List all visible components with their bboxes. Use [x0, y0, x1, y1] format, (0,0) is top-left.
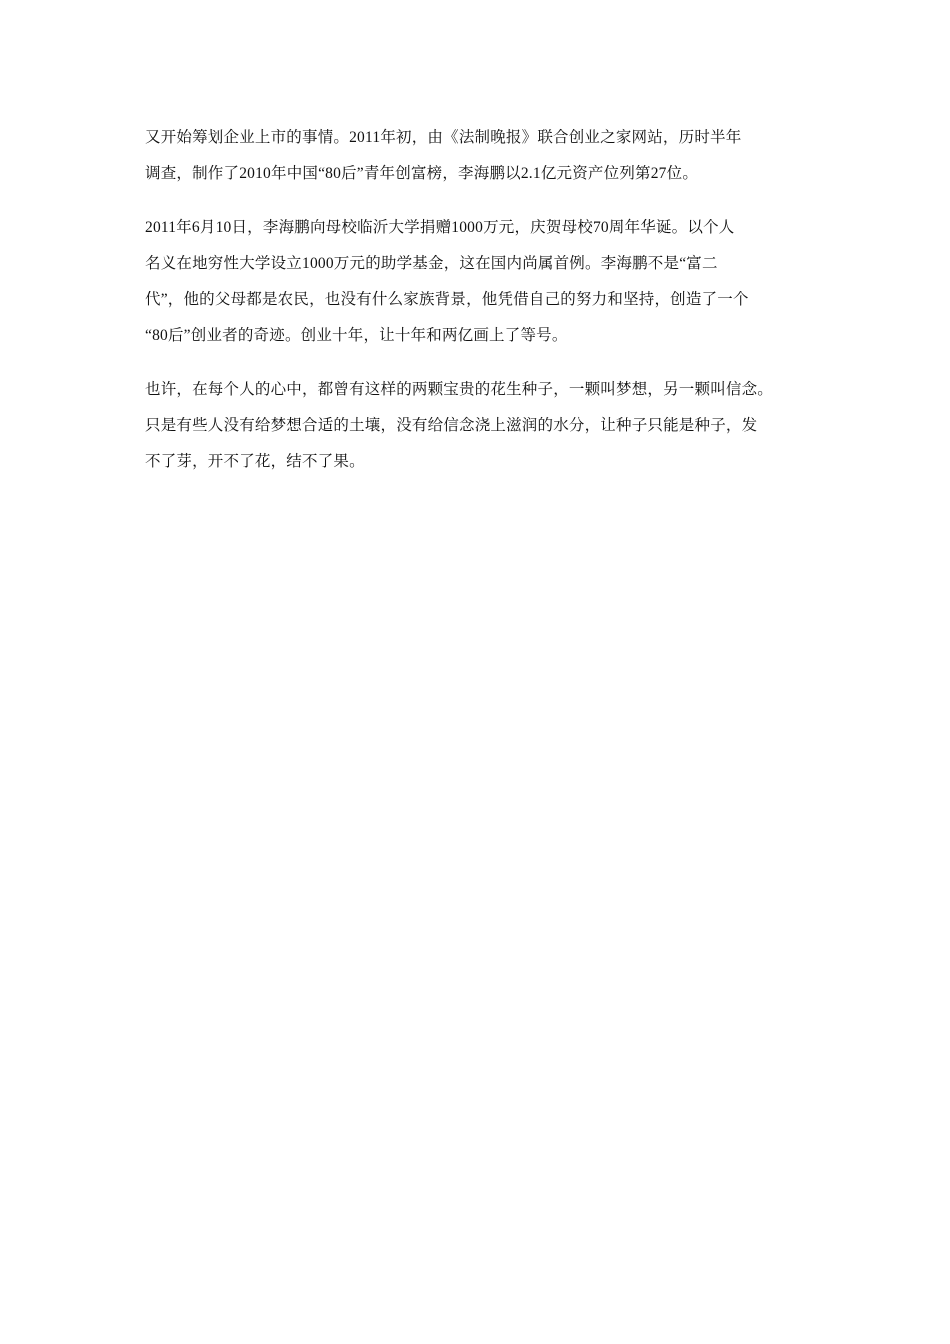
text-line: 调查，制作了2010年中国“80后”青年创富榜，李海鹏以2.1亿元资产位列第27位。	[145, 165, 699, 182]
text-line: 又开始筹划企业上市的事情。2011年初，由《法制晚报》联合创业之家网站，历时半年	[145, 129, 742, 146]
text-line: 只是有些人没有给梦想合适的土壤，没有给信念浇上滋润的水分，让种子只能是种子，发	[145, 417, 758, 434]
paragraph-1	[145, 120, 825, 192]
text-line: 名义在地穷性大学设立1000万元的助学基金，这在国内尚属首例。李海鹏不是“富二	[145, 255, 718, 272]
text-line: 代”，他的父母都是农民，也没有什么家族背景，他凭借自己的努力和坚持，创造了一个	[145, 291, 749, 308]
text-line: 2011年6月10日，李海鹏向母校临沂大学捐赠1000万元，庆贺母校70周年华诞。以个人	[145, 219, 735, 236]
text-line: “80后”创业者的奇迹。创业十年，让十年和两亿画上了等号。	[145, 327, 568, 344]
text-line: 不了芽，开不了花，结不了果。	[145, 453, 365, 470]
document-body	[145, 120, 825, 480]
paragraph-2	[145, 210, 825, 354]
text-line: 也许，在每个人的心中，都曾有这样的两颗宝贵的花生种子，一颗叫梦想，另一颗叫信念。	[145, 381, 774, 398]
paragraph-3	[145, 372, 825, 480]
